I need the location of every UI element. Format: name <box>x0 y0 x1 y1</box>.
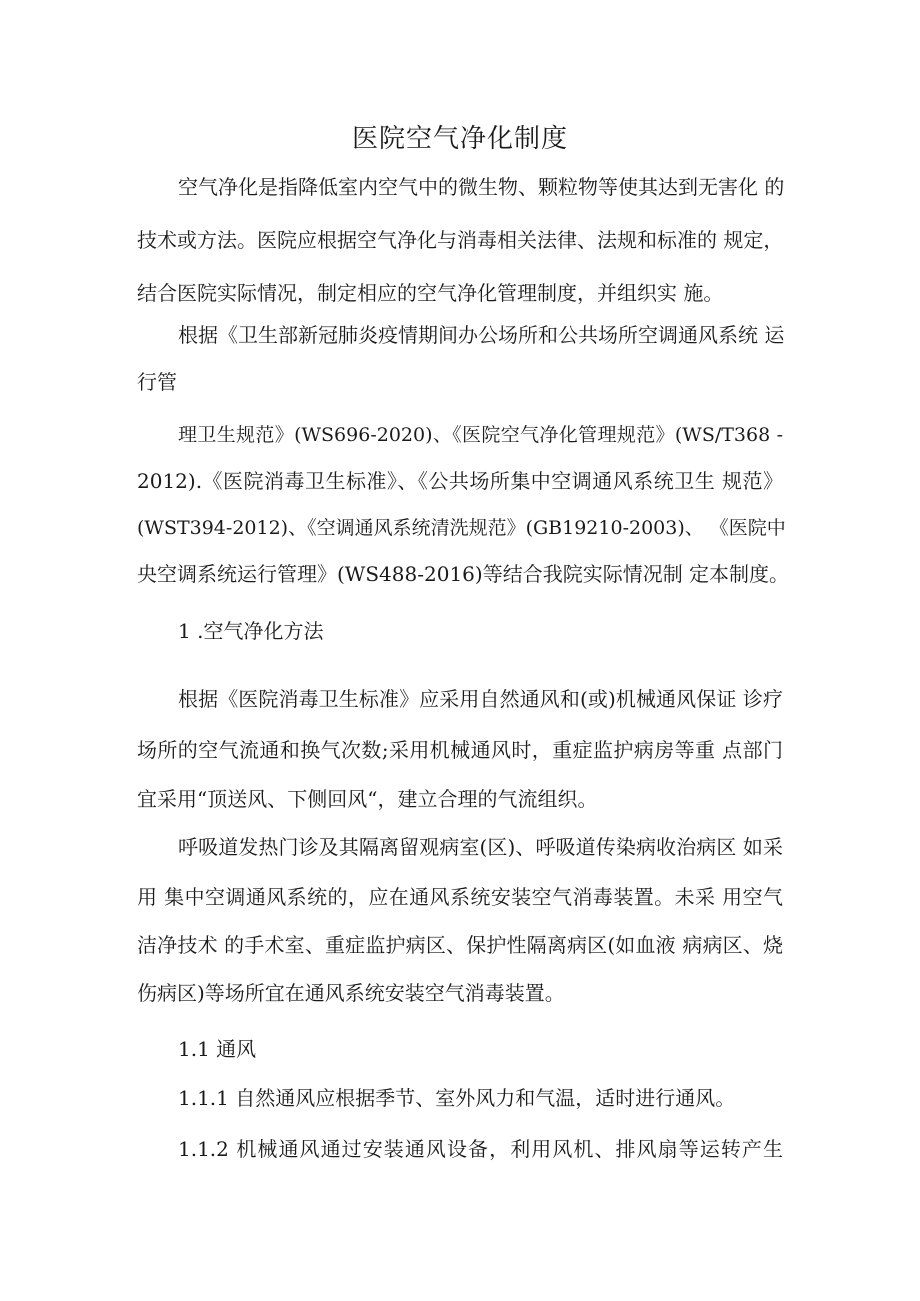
paragraph-line: 理卫生规范》(WS696-2020)、《医院空气净化管理规范》(WS/T368 - <box>178 424 783 446</box>
paragraph-line: 呼吸道发热门诊及其隔离留观病室(区)、呼吸道传染病收治病区 如采 <box>178 835 783 859</box>
paragraph-line: 技术或方法。医院应根据空气净化与消毒相关法律、法规和标准的 规定， <box>137 228 784 252</box>
subsection-heading: 1.1 通风 <box>178 1037 257 1061</box>
paragraph-line: 空气净化是指降低室内空气中的微生物、颗粒物等使其达到无害化 的 <box>178 175 785 199</box>
paragraph-line: 根据《医院消毒卫生标准》应采用自然通风和(或)机械通风保证 诊疗 <box>178 687 783 711</box>
paragraph-line: 用 集中空调通风系统的，应在通风系统安装空气消毒装置。未采 用空气 <box>137 885 783 909</box>
paragraph-line: 行管 <box>137 370 177 394</box>
paragraph-line: 宜采用“顶送风、下侧回风“，建立合理的气流组织。 <box>137 787 598 811</box>
paragraph-line: 洁净技术 的手术室、重症监护病区、保护性隔离病区(如血液 病病区、烧 <box>137 933 783 957</box>
section-heading: 1 .空气净化方法 <box>178 619 324 643</box>
paragraph-line: 根据《卫生部新冠肺炎疫情期间办公场所和公共场所空调通风系统 运 <box>178 323 785 347</box>
paragraph-line: 2012).《医院消毒卫生标准》、《公共场所集中空调通风系统卫生 规范》 <box>137 469 783 493</box>
paragraph-line: 1.1.2 机械通风通过安装通风设备，利用风机、排风扇等运转产生 <box>178 1137 783 1161</box>
paragraph-line: 伤病区)等场所宜在通风系统安装空气消毒装置。 <box>137 981 565 1005</box>
paragraph-line: 结合医院实际情况，制定相应的空气净化管理制度，并组织实 施。 <box>137 281 724 305</box>
paragraph-line: 场所的空气流通和换气次数;采用机械通风时，重症监护病房等重 点部门 <box>137 738 783 762</box>
paragraph-line: 1.1.1 自然通风应根据季节、室外风力和气温，适时进行通风。 <box>178 1086 736 1110</box>
document-title: 医院空气净化制度 <box>351 124 568 154</box>
paragraph-line: (WST394-2012)、《空调通风系统清洗规范》(GB19210-2003)、 《医院中 <box>137 517 786 539</box>
paragraph-line: 央空调系统运行管理》(WS488-2016)等结合我院实际情况制 定本制度。 <box>137 562 790 586</box>
